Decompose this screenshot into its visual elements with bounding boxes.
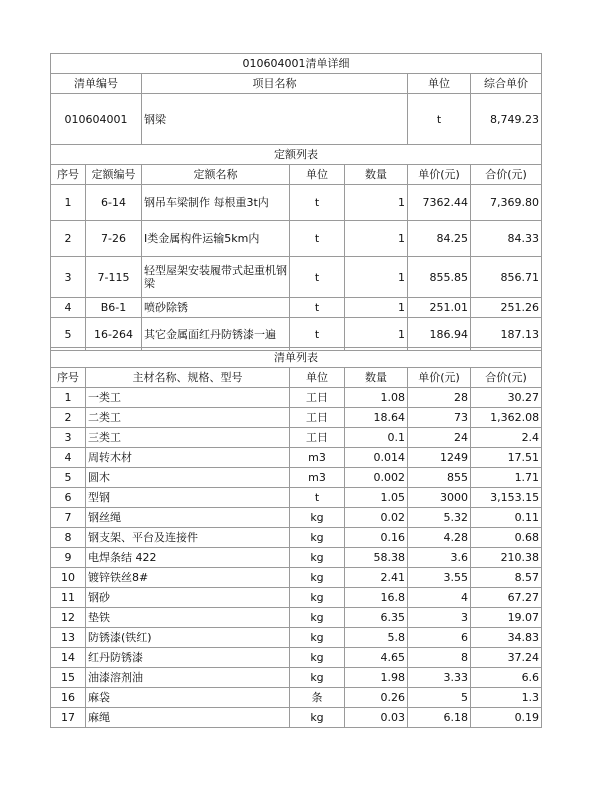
cell-total: 1,362.08: [471, 408, 542, 428]
cell-qty: 1: [345, 221, 408, 257]
cell-unit: kg: [290, 568, 345, 588]
cell-no: 1: [51, 388, 86, 408]
quota-section-title: 定额列表: [51, 145, 542, 165]
table-row: [51, 388, 542, 408]
cell-price: 84.25: [408, 221, 471, 257]
table-row: [51, 428, 542, 448]
col-header-code: 清单编号: [51, 74, 142, 94]
table-row: [51, 185, 542, 221]
quota-col-unit: 单位: [290, 165, 345, 185]
cell-unit: t: [290, 298, 345, 318]
cell-total: 251.26: [471, 298, 542, 318]
cell-total: 17.51: [471, 448, 542, 468]
cell-qty: 1: [345, 185, 408, 221]
quota-col-total: 合价(元): [471, 165, 542, 185]
cell-name: 红丹防锈漆: [86, 648, 290, 668]
cell-total: 1.3: [471, 688, 542, 708]
col-header-price: 综合单价: [471, 74, 542, 94]
cell-qty: 6.35: [345, 608, 408, 628]
cell-unit: m3: [290, 448, 345, 468]
cell-price: 855: [408, 468, 471, 488]
cell-qty: 1.98: [345, 668, 408, 688]
cell-qty: 1.05: [345, 488, 408, 508]
cell-no: 17: [51, 708, 86, 728]
bill-col-price: 单价(元): [408, 368, 471, 388]
cell-total: 8.57: [471, 568, 542, 588]
table-row: [51, 508, 542, 528]
table-row: [51, 448, 542, 468]
cell-price: 4.28: [408, 528, 471, 548]
cell-no: 4: [51, 298, 86, 318]
cell-price: 251.01: [408, 298, 471, 318]
cell-qty: 0.014: [345, 448, 408, 468]
table-row: [51, 708, 542, 728]
cell-unit: kg: [290, 608, 345, 628]
bill-col-qty: 数量: [345, 368, 408, 388]
cell-price: 5: [408, 688, 471, 708]
cell-qty: 1: [345, 257, 408, 298]
cell-total: 6.6: [471, 668, 542, 688]
cell-total: 856.71: [471, 257, 542, 298]
cell-price: 6: [408, 628, 471, 648]
cell-name: 周转木材: [86, 448, 290, 468]
cell-no: 2: [51, 408, 86, 428]
cell-no: 6: [51, 488, 86, 508]
cell-qty: 0.002: [345, 468, 408, 488]
quota-table: [50, 144, 542, 351]
cell-price: 3.6: [408, 548, 471, 568]
quota-col-qty: 数量: [345, 165, 408, 185]
cell-total: 67.27: [471, 588, 542, 608]
bill-col-name: 主材名称、规格、型号: [86, 368, 290, 388]
col-header-unit: 单位: [408, 74, 471, 94]
cell-price: 28: [408, 388, 471, 408]
table-row: [51, 298, 542, 318]
cell-qty: 4.65: [345, 648, 408, 668]
cell-qty: 0.03: [345, 708, 408, 728]
col-header-name: 项目名称: [142, 74, 408, 94]
cell-name: 三类工: [86, 428, 290, 448]
cell-price: 6.18: [408, 708, 471, 728]
table-row: [51, 628, 542, 648]
cell-name: 钢丝绳: [86, 508, 290, 528]
table-row: [51, 257, 542, 298]
table-row: [51, 568, 542, 588]
bill-col-unit: 单位: [290, 368, 345, 388]
cell-no: 14: [51, 648, 86, 668]
cell-unit: 工日: [290, 428, 345, 448]
cell-price: 5.32: [408, 508, 471, 528]
cell-name: 圆木: [86, 468, 290, 488]
cell-name: 一类工: [86, 388, 290, 408]
cell-total: 34.83: [471, 628, 542, 648]
cell-name: 麻绳: [86, 708, 290, 728]
cell-no: 16: [51, 688, 86, 708]
cell-unit: kg: [290, 668, 345, 688]
cell-price: 3.33: [408, 668, 471, 688]
cell-qty: 2.41: [345, 568, 408, 588]
table-row: [51, 668, 542, 688]
cell-name: 二类工: [86, 408, 290, 428]
table-row: [51, 548, 542, 568]
cell-unit: kg: [290, 528, 345, 548]
cell-total: 0.19: [471, 708, 542, 728]
cell-no: 13: [51, 628, 86, 648]
cell-no: 3: [51, 257, 86, 298]
cell-total: 19.07: [471, 608, 542, 628]
cell-unit: kg: [290, 588, 345, 608]
cell-total: 1.71: [471, 468, 542, 488]
cell-unit: t: [290, 488, 345, 508]
bill-col-total: 合价(元): [471, 368, 542, 388]
cell-no: 5: [51, 468, 86, 488]
cell-total: 210.38: [471, 548, 542, 568]
cell-no: 9: [51, 548, 86, 568]
cell-price: 3: [408, 608, 471, 628]
cell-no: 12: [51, 608, 86, 628]
cell-total: 3,153.15: [471, 488, 542, 508]
cell-unit: m3: [290, 468, 345, 488]
cell-total: 37.24: [471, 648, 542, 668]
cell-qty: 1: [345, 298, 408, 318]
cell-unit: kg: [290, 508, 345, 528]
cell-total: 30.27: [471, 388, 542, 408]
cell-no: 2: [51, 221, 86, 257]
bill-unit: t: [408, 94, 471, 145]
table-row: [51, 528, 542, 548]
cell-unit: t: [290, 221, 345, 257]
cell-no: 5: [51, 318, 86, 351]
material-list-table: [50, 347, 542, 728]
cell-price: 7362.44: [408, 185, 471, 221]
table-row: [51, 688, 542, 708]
cell-unit: t: [290, 257, 345, 298]
table-row: [51, 648, 542, 668]
bill-code: 010604001: [51, 94, 142, 145]
cell-qty: 0.26: [345, 688, 408, 708]
cell-name: 油漆溶剂油: [86, 668, 290, 688]
cell-qty: 1: [345, 318, 408, 351]
cell-no: 7: [51, 508, 86, 528]
table-row: [51, 468, 542, 488]
cell-qty: 16.8: [345, 588, 408, 608]
cell-unit: kg: [290, 628, 345, 648]
cell-qty: 5.8: [345, 628, 408, 648]
table-row: [51, 608, 542, 628]
cell-qty: 58.38: [345, 548, 408, 568]
cell-name: 镀锌铁丝8#: [86, 568, 290, 588]
cell-total: 0.68: [471, 528, 542, 548]
cell-qty: 0.02: [345, 508, 408, 528]
cell-no: 15: [51, 668, 86, 688]
quota-col-price: 单价(元): [408, 165, 471, 185]
cell-name: 型钢: [86, 488, 290, 508]
cell-name: 其它金属面红丹防锈漆一遍: [142, 318, 290, 351]
cell-qty: 0.16: [345, 528, 408, 548]
table-row: [51, 488, 542, 508]
cell-code: 7-115: [86, 257, 142, 298]
cell-code: B6-1: [86, 298, 142, 318]
cell-no: 3: [51, 428, 86, 448]
cell-unit: kg: [290, 648, 345, 668]
cell-name: 喷砂除锈: [142, 298, 290, 318]
cell-name: 轻型屋架安装履带式起重机钢梁: [142, 257, 290, 298]
cell-price: 73: [408, 408, 471, 428]
cell-code: 6-14: [86, 185, 142, 221]
cell-name: 钢砂: [86, 588, 290, 608]
cell-name: 防锈漆(铁红): [86, 628, 290, 648]
cell-unit: 工日: [290, 388, 345, 408]
cell-name: 钢吊车梁制作 每根重3t内: [142, 185, 290, 221]
cell-total: 84.33: [471, 221, 542, 257]
cell-no: 1: [51, 185, 86, 221]
cell-price: 3000: [408, 488, 471, 508]
page-title: 010604001清单详细: [51, 54, 542, 74]
cell-name: Ⅰ类金属构件运输5km内: [142, 221, 290, 257]
quota-col-code: 定额编号: [86, 165, 142, 185]
cell-no: 8: [51, 528, 86, 548]
table-row: [51, 408, 542, 428]
cell-price: 24: [408, 428, 471, 448]
bill-col-no: 序号: [51, 368, 86, 388]
cell-name: 钢支架、平台及连接件: [86, 528, 290, 548]
cell-price: 855.85: [408, 257, 471, 298]
cell-qty: 0.1: [345, 428, 408, 448]
quota-col-name: 定额名称: [142, 165, 290, 185]
cell-price: 4: [408, 588, 471, 608]
table-row: [51, 318, 542, 351]
cell-unit: 条: [290, 688, 345, 708]
cell-qty: 1.08: [345, 388, 408, 408]
cell-no: 4: [51, 448, 86, 468]
cell-unit: 工日: [290, 408, 345, 428]
table-row: [51, 588, 542, 608]
cell-name: 垫铁: [86, 608, 290, 628]
bill-summary-table: [50, 53, 542, 145]
cell-unit: kg: [290, 548, 345, 568]
cell-no: 11: [51, 588, 86, 608]
cell-no: 10: [51, 568, 86, 588]
cell-name: 电焊条结 422: [86, 548, 290, 568]
material-rows: [51, 388, 542, 728]
cell-code: 16-264: [86, 318, 142, 351]
table-row: [51, 221, 542, 257]
cell-unit: kg: [290, 708, 345, 728]
cell-total: 0.11: [471, 508, 542, 528]
cell-name: 麻袋: [86, 688, 290, 708]
cell-total: 187.13: [471, 318, 542, 351]
cell-price: 8: [408, 648, 471, 668]
bill-section-title: 清单列表: [51, 348, 542, 368]
bill-price: 8,749.23: [471, 94, 542, 145]
bill-name: 钢梁: [142, 94, 408, 145]
cell-total: 7,369.80: [471, 185, 542, 221]
cell-code: 7-26: [86, 221, 142, 257]
cell-total: 2.4: [471, 428, 542, 448]
quota-col-no: 序号: [51, 165, 86, 185]
cell-price: 186.94: [408, 318, 471, 351]
cell-qty: 18.64: [345, 408, 408, 428]
cell-price: 3.55: [408, 568, 471, 588]
cell-price: 1249: [408, 448, 471, 468]
cell-unit: t: [290, 185, 345, 221]
cell-unit: t: [290, 318, 345, 351]
